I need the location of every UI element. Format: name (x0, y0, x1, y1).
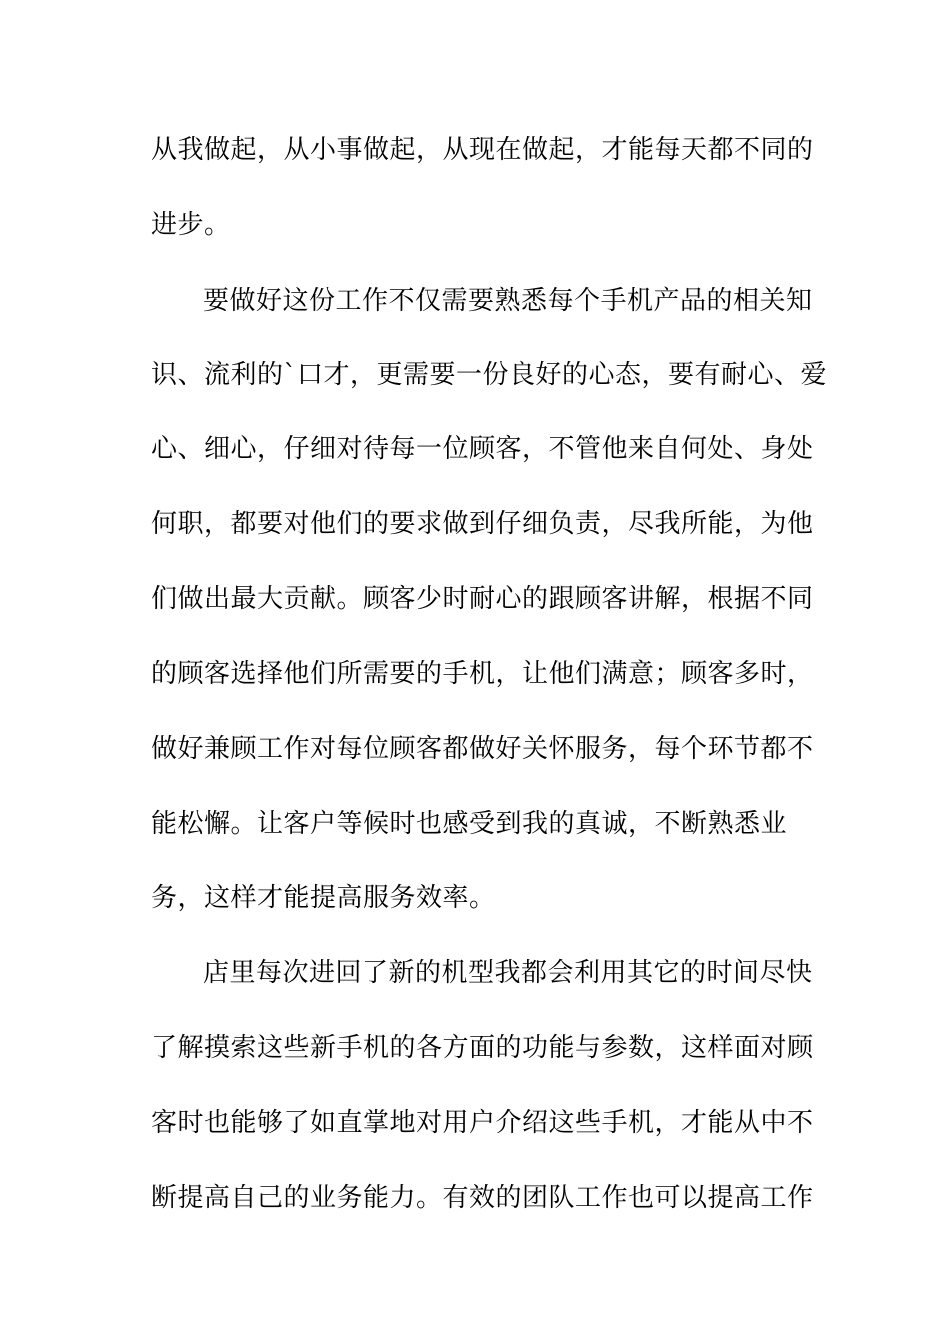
text-line: 进步。 (151, 210, 231, 240)
paragraph-start-line: 要做好这份工作不仅需要熟悉每个手机产品的相关知 (203, 286, 813, 316)
paragraph-start-line: 店里每次进回了新的机型我都会利用其它的时间尽快 (203, 958, 813, 988)
text-line: 的顾客选择他们所需要的手机，让他们满意；顾客多时， (151, 659, 814, 689)
text-line: 从我做起，从小事做起，从现在做起，才能每天都不同的 (151, 135, 814, 165)
text-line: 们做出最大贡献。顾客少时耐心的跟顾客讲解，根据不同 (151, 584, 814, 614)
text-line: 了解摸索这些新手机的各方面的功能与参数，这样面对顾 (151, 1033, 814, 1063)
text-line: 做好兼顾工作对每位顾客都做好关怀服务，每个环节都不 (151, 734, 814, 764)
text-line: 心、细心，仔细对待每一位顾客，不管他来自何处、身处 (151, 434, 814, 464)
text-line: 何职，都要对他们的要求做到仔细负责，尽我所能，为他 (151, 509, 814, 539)
text-line: 务，这样才能提高服务效率。 (151, 883, 496, 913)
text-line: 客时也能够了如直掌地对用户介绍这些手机，才能从中不 (151, 1108, 814, 1138)
text-line: 断提高自己的业务能力。有效的团队工作也可以提高工作 (151, 1183, 814, 1213)
text-line: 能松懈。让客户等候时也感受到我的真诚，不断熟悉业 (151, 809, 788, 839)
text-line: 识、流利的`口才，更需要一份良好的心态，要有耐心、爱 (151, 360, 828, 390)
